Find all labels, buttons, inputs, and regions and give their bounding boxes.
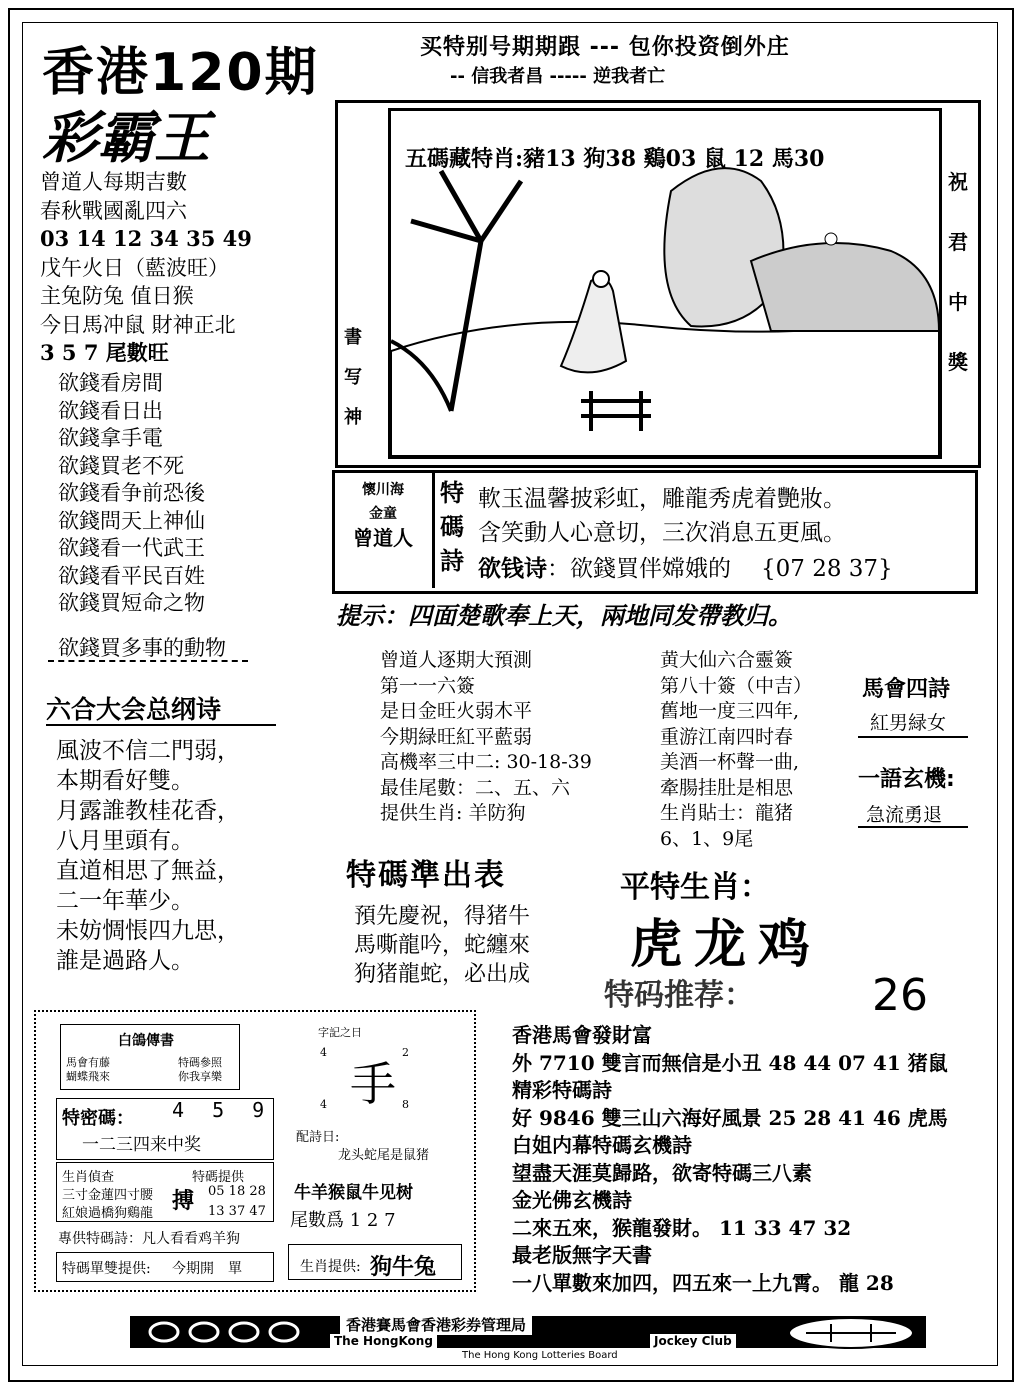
br-line: 金光佛玄機詩 bbox=[512, 1188, 632, 1212]
side-char: 獎 bbox=[948, 350, 968, 374]
tm-out-title: 特碼準出表 bbox=[346, 858, 506, 893]
br-line: 精彩特碼詩 bbox=[512, 1078, 612, 1102]
tj-nums: 13 37 47 bbox=[208, 1204, 266, 1219]
tm-code-label: 特密碼： bbox=[62, 1108, 134, 1129]
tm-code-box bbox=[56, 1098, 274, 1160]
side-char: 祝 bbox=[948, 170, 968, 194]
pei-title: 配詩日: bbox=[296, 1130, 340, 1145]
yiyu-text: 急流勇退 bbox=[866, 804, 943, 826]
zi-title: 字記之日 bbox=[318, 1026, 362, 1039]
poem-title: 六合大会总纲诗 bbox=[46, 695, 222, 724]
info-line: 曾道人每期吉數 bbox=[40, 170, 187, 194]
issue-number: 120 bbox=[150, 43, 265, 103]
forecast-line: 最佳尾數：二、五、六 bbox=[380, 776, 571, 799]
special-poem-line3 bbox=[478, 550, 893, 583]
forecast-line: 是日金旺火弱木平 bbox=[380, 700, 533, 722]
grid-num: 4 bbox=[320, 1098, 327, 1111]
label-char: 特 bbox=[440, 478, 464, 507]
money-item: 欲錢看一代武王 bbox=[58, 536, 205, 560]
yq-nums: {07 28 37} bbox=[761, 556, 893, 582]
poem-line: 直道相思了無益， bbox=[56, 858, 240, 884]
oracle-line: 美酒一杯聲一曲, bbox=[660, 751, 800, 773]
oracle-line: 舊地一度三四年, bbox=[660, 700, 800, 722]
side-char: 神 bbox=[344, 407, 362, 428]
tj-value: 26 bbox=[872, 970, 928, 1021]
br-line: 香港馬會發財富 bbox=[512, 1023, 652, 1047]
card-text: 特碼參照 bbox=[178, 1056, 222, 1069]
side-char: 君 bbox=[948, 230, 968, 254]
oracle-line: 生肖貼士：龍猪 bbox=[660, 802, 794, 824]
tm-code-sub: 一二三四来中奖 bbox=[82, 1135, 201, 1155]
forecast-column bbox=[380, 648, 592, 827]
card-title: 白鴿傳書 bbox=[118, 1033, 174, 1049]
pingte-value: 虎龙鸡 bbox=[630, 915, 823, 975]
oracle-line: 第八十簽（中吉） bbox=[660, 674, 813, 697]
sx-provide-value: 狗牛兔 bbox=[370, 1254, 437, 1280]
poem-body bbox=[56, 736, 240, 976]
brand-text: 香港 bbox=[42, 43, 151, 103]
dsl-label: 特碼單雙提供: bbox=[62, 1261, 151, 1277]
poem-line: 月露誰教桂花香， bbox=[56, 798, 240, 824]
br-line: 白姐内幕特碼玄機詩 bbox=[512, 1133, 692, 1157]
logo-text: 懷川海 bbox=[362, 482, 404, 498]
grid-num: 2 bbox=[402, 1046, 409, 1059]
yq-text: ：欲錢買伴嫦娥的 bbox=[547, 556, 731, 582]
picture-caption: 五碼藏特肖:豬13 狗38 鷄03 鼠 12 馬30 bbox=[405, 146, 825, 172]
label-char: 碼 bbox=[440, 512, 464, 541]
divider bbox=[858, 826, 968, 828]
footer-en-left: The HongKong bbox=[330, 1334, 437, 1348]
tj-title: 特码推荐： bbox=[604, 978, 754, 1013]
tm-code-value: 4 5 9 bbox=[172, 1098, 273, 1122]
br-line: 好 9846 雙三山六海好風景 25 28 41 46 虎馬 bbox=[512, 1105, 948, 1130]
side-char: 中 bbox=[948, 290, 968, 314]
forecast-line: 高機率三中二: 30-18-39 bbox=[380, 751, 592, 773]
forecast-line: 提供生肖: 羊防狗 bbox=[380, 802, 526, 824]
money-last: 欲錢買多事的動物 bbox=[58, 636, 226, 660]
tm-out-line: 馬嘶龍吟，蛇纏來 bbox=[354, 933, 531, 958]
oracle-line: 牽腸挂肚是相思 bbox=[660, 776, 794, 799]
br-line: 最老版無字天書 bbox=[512, 1243, 652, 1267]
card-text: 你我享樂 bbox=[178, 1070, 222, 1083]
paper-name: 彩霸王 bbox=[42, 106, 210, 171]
mahui-text: 紅男緑女 bbox=[870, 712, 947, 734]
money-item: 欲錢看平民百姓 bbox=[58, 563, 205, 588]
br-line: 外 7710 雙言而無信是小丑 48 44 07 41 猪鼠 bbox=[512, 1050, 948, 1075]
money-item: 欲錢買短命之物 bbox=[58, 591, 205, 615]
divider bbox=[858, 736, 968, 738]
logo-block bbox=[340, 478, 426, 582]
shou-char: 手 bbox=[350, 1057, 396, 1111]
tip-line: 提示：四面楚歌奉上天，兩地同发帶教归。 bbox=[336, 602, 792, 630]
card-text: 蝴蝶飛來 bbox=[66, 1070, 110, 1083]
logo-text: 金童 bbox=[369, 506, 397, 522]
footer-en-board: The Hong Kong Lotteries Board bbox=[462, 1350, 618, 1361]
money-item: 欲錢看争前恐後 bbox=[58, 481, 205, 505]
money-item: 欲錢拿手電 bbox=[58, 426, 163, 450]
oracle-column bbox=[660, 648, 812, 852]
sx-provide-label: 生肖提供: bbox=[300, 1259, 361, 1275]
card-right bbox=[178, 1056, 222, 1084]
tj-box-title: 特碼提供 bbox=[192, 1170, 245, 1185]
money-item: 欲錢買老不死 bbox=[58, 453, 184, 478]
top-banner-sub: -- 信我者昌 ----- 逆我者亡 bbox=[450, 66, 666, 87]
tm-out-line: 預先慶祝，得猪牛 bbox=[354, 904, 531, 929]
info-line: 戊午火日（藍波旺） bbox=[40, 255, 229, 280]
logo-text: 曾道人 bbox=[353, 526, 413, 550]
oracle-line: 6、1、9尾 bbox=[660, 827, 754, 850]
yiyu-title: 一語玄機: bbox=[858, 767, 955, 792]
br-line: 二來五來，猴龍發財。 11 33 47 32 bbox=[512, 1215, 852, 1240]
lotteries-logo-icon bbox=[786, 1316, 916, 1350]
special-poem-line: 軟玉温馨披彩虹，雕龍秀虎着艷妝。 bbox=[478, 486, 846, 512]
issue-suffix: 期 bbox=[264, 43, 319, 103]
sx-text: 三寸金蓮四寸腰 bbox=[62, 1188, 154, 1203]
poem-line: 本期看好雙。 bbox=[56, 768, 194, 794]
side-char: 書 bbox=[344, 327, 362, 348]
yq-label: 欲钱诗 bbox=[478, 555, 547, 582]
bottom-right-lines bbox=[512, 1022, 948, 1297]
br-line: 望盡天涯莫歸路，欲寄特碼三八素 bbox=[512, 1160, 812, 1185]
forecast-line: 第一一六簽 bbox=[380, 674, 476, 697]
poem-line: 二一年華少。 bbox=[56, 888, 194, 914]
side-text-right bbox=[946, 152, 970, 392]
money-item: 欲錢看房間 bbox=[58, 371, 163, 395]
info-line: 春秋戰國亂四六 bbox=[40, 198, 187, 223]
grid-num: 8 bbox=[402, 1098, 409, 1111]
pingte-title: 平特生肖： bbox=[620, 870, 770, 905]
ny-value: 尾數爲 1 2 7 bbox=[290, 1210, 396, 1231]
sx-text: 紅娘過橋狗鷄龍 bbox=[62, 1206, 154, 1221]
forecast-line: 曾道人逐期大預測 bbox=[380, 649, 533, 671]
grid-num: 4 bbox=[320, 1046, 327, 1059]
special-poem-label bbox=[440, 476, 470, 578]
left-info bbox=[40, 168, 252, 368]
forecast-line: 今期緑旺紅平藍弱 bbox=[380, 725, 533, 748]
mahui-title: 馬會四詩 bbox=[862, 677, 951, 702]
sx-title: 生肖偵查 bbox=[62, 1170, 115, 1185]
tj-char: 搏 bbox=[172, 1188, 195, 1214]
jockey-club-logo-icon bbox=[144, 1318, 314, 1346]
poem-line: 誰是過路人。 bbox=[56, 948, 194, 974]
label-char: 詩 bbox=[440, 546, 464, 575]
card-left bbox=[66, 1056, 110, 1084]
top-banner: 买特别号期期跟 --- 包你投资倒外庄 bbox=[420, 35, 790, 60]
tj-nums: 05 18 28 bbox=[208, 1184, 266, 1199]
divider bbox=[48, 660, 248, 662]
divider bbox=[46, 724, 276, 726]
tm-out-line: 狗猪龍蛇，必出成 bbox=[354, 962, 531, 987]
info-line: 主兔防兔 值日猴 bbox=[40, 284, 194, 308]
footer-cn: 香港賽馬會香港彩券管理局 bbox=[340, 1314, 532, 1335]
side-char: 写 bbox=[344, 367, 362, 388]
dsl-value: 今期開 單 bbox=[172, 1261, 242, 1277]
side-text-left bbox=[342, 318, 364, 438]
footer-en-right: Jockey Club bbox=[650, 1334, 736, 1348]
oracle-line: 重游江南四时春 bbox=[660, 725, 794, 748]
money-item: 欲錢看日出 bbox=[58, 398, 163, 423]
poem-line: 未妨惆悵四九思， bbox=[56, 918, 240, 944]
info-line: 03 14 12 34 35 49 bbox=[40, 226, 252, 251]
tm-out-body bbox=[354, 902, 530, 989]
poem-line: 八月里頭有。 bbox=[56, 828, 194, 854]
poem-line: 風波不信二門弱， bbox=[56, 738, 240, 764]
zhuan-text: 專供特碼詩：凡人看看鸡羊狗 bbox=[58, 1231, 240, 1247]
info-line: 今日馬冲鼠 財神正北 bbox=[40, 312, 236, 337]
special-poem-line: 含笑動人心意切，三次消息五更風。 bbox=[478, 520, 846, 546]
br-line: 一八單數來加四，四五來一上九霄。 龍 28 bbox=[512, 1270, 894, 1295]
ny-title: 牛羊猴鼠牛见树 bbox=[294, 1183, 413, 1203]
money-list bbox=[58, 370, 205, 618]
money-item: 欲錢問天上神仙 bbox=[58, 508, 205, 533]
oracle-line: 黄大仙六合靈簽 bbox=[660, 649, 794, 671]
pei-text: 龙头蛇尾是鼠猪 bbox=[338, 1148, 430, 1163]
card-text: 馬會有藤 bbox=[66, 1056, 110, 1069]
info-line: 3 5 7 尾數旺 bbox=[40, 340, 169, 365]
